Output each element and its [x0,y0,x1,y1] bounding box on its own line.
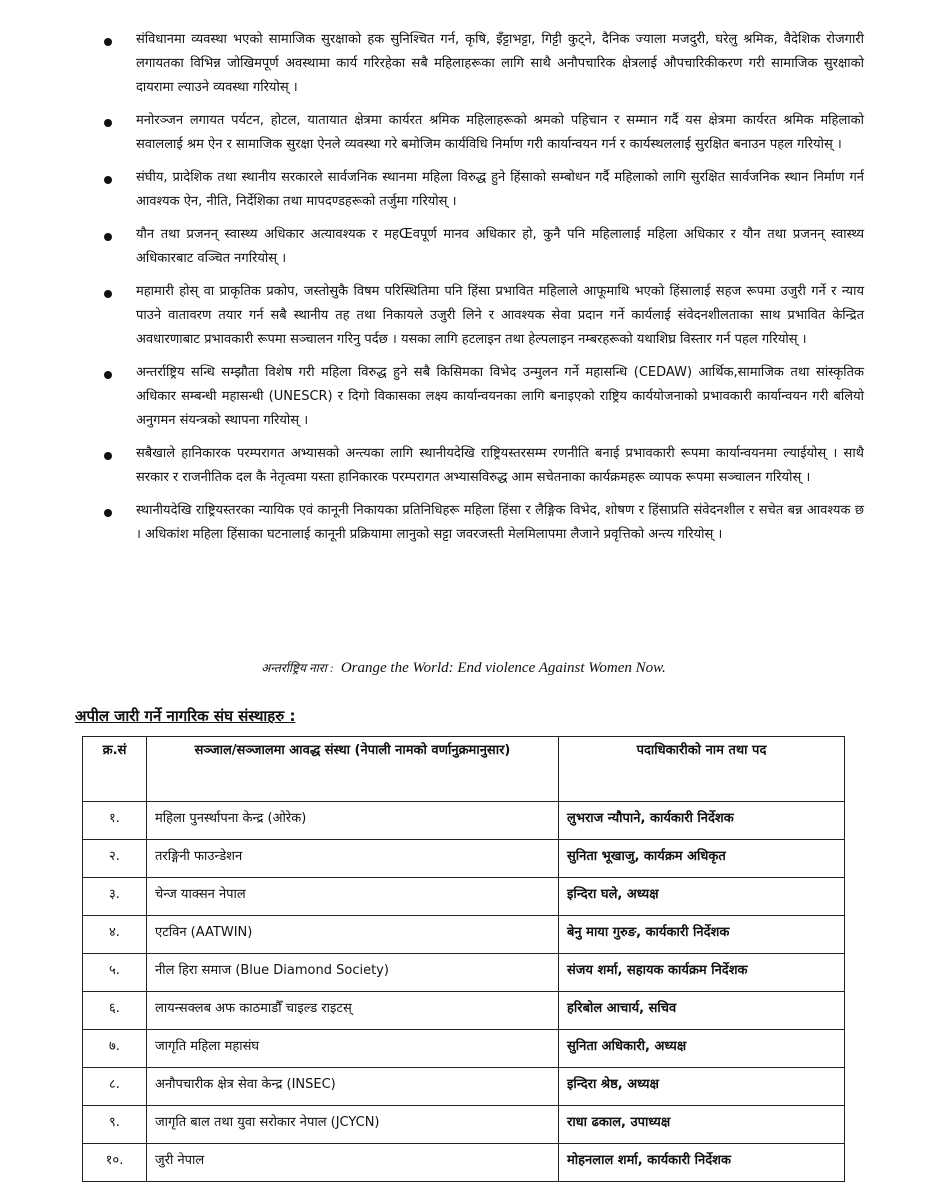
serial-cell: ४. [83,916,147,954]
serial-cell: ८. [83,1068,147,1106]
table-row [83,1144,845,1182]
demand-text: सबैखाले हानिकारक परम्परागत अभ्यासको अन्त्यका लागि स्थानीयदेखि राष्ट्रियस्तरसम्म रणनीति बनाई प्रभावकारी रूपमा कार्यान्वयनमा ल्याईयोस् । साथै सरकार र राजनीतिक दल कै नेतृत्वमा यस्ता हानिकारक परम्परागत अभ्यासविरुद्ध आम सचेतनाका कार्यक्रमहरू व्यापक रूपमा सञ्चालन गरियोस् । [136,446,864,485]
bullet-dot-icon [104,176,112,184]
table-row [83,802,845,840]
organization-cell: अनौपचारीक क्षेत्र सेवा केन्द्र (INSEC) [147,1068,559,1106]
bullet-dot-icon [104,233,112,241]
officer-cell: हरिबोल आचार्य, सचिव [559,992,845,1030]
demand-text: स्थानीयदेखि राष्ट्रियस्तरका न्यायिक एवं कानूनी निकायका प्रतिनिधिहरू महिला हिंसा र लैङ्गिक विभेद, शोषण र हिंसाप्रति संवेदनशील र सचेत बन्न आवश्यक छ । अधिकांश महिला हिंसाका घटनालाई कानूनी प्रक्रियामा लानुको सट्टा जवरजस्ती मेलमिलापमा लैजाने प्रवृत्तिको अन्त्य गरियोस् । [136,503,864,542]
table-row [83,878,845,916]
officer-cell: मोहनलाल शर्मा, कार्यकारी निर्देशक [559,1144,845,1182]
table-header-row [83,737,845,802]
demands-list [96,28,864,556]
officer-cell: संजय शर्मा, सहायक कार्यक्रम निर्देशक [559,954,845,992]
demand-item [96,499,864,547]
organization-cell: तरङ्गिनी फाउन्डेशन [147,840,559,878]
serial-cell: ७. [83,1030,147,1068]
organization-cell: महिला पुनर्स्थापना केन्द्र (ओरेक) [147,802,559,840]
demand-item [96,28,864,100]
demand-text: महामारी होस् वा प्राकृतिक प्रकोप, जस्तोसुकै विषम परिस्थितिमा पनि हिंसा प्रभावित महिलाले आफूमाथि भएको हिंसालाई सहज रूपमा उजुरी गर्ने र न्याय पाउने वातावरण तयार गर्न सबै स्थानीय तह तथा निकायले उजुरी लिने र आवश्यक सेवा प्रदान गर्ने कार्यलाई संवेदनशीलताका साथ प्रभावित केन्द्रित अवधारणाबाट प्रभावकारी रूपमा सञ्चालन गरिनु पर्दछ । यसका लागि हटलाइन तथा हेल्पलाइन नम्बरहरूको यथाशिघ्र विस्तार गर्न पहल गरियोस् । [136,284,864,347]
officer-cell: राधा ढकाल, उपाध्यक्ष [559,1106,845,1144]
officer-cell: इन्दिरा श्रेष्ठ, अध्यक्ष [559,1068,845,1106]
organization-cell: जागृति महिला महासंघ [147,1030,559,1068]
organization-cell: जुरी नेपाल [147,1144,559,1182]
section-heading: अपील जारी गर्ने नागरिक संघ संस्थाहरु : [75,707,296,725]
bullet-dot-icon [104,452,112,460]
serial-cell: १०. [83,1144,147,1182]
organization-cell: चेन्ज याक्सन नेपाल [147,878,559,916]
serial-cell: ९. [83,1106,147,1144]
slogan [0,657,927,677]
demand-text: अन्तर्राष्ट्रिय सन्धि सम्झौता विशेष गरी महिला विरुद्ध हुने सबै किसिमका विभेद उन्मुलन गर्ने महासन्धि (CEDAW) आर्थिक,सामाजिक तथा सांस्कृतिक अधिकार सम्बन्धी महासन्धी (UNESCR) र दिगो विकासका लक्ष्य कार्यान्वयनका लागि बनाइएको राष्ट्रिय कार्ययोजनाको प्रभावकारी कार्यान्वयन गरी बलियो अनुगमन संयन्त्रको स्थापना गरियोस् । [136,365,864,428]
table-row [83,992,845,1030]
table-row [83,916,845,954]
officer-cell: इन्दिरा घले, अध्यक्ष [559,878,845,916]
slogan-text: Orange the World: End violence Against Women Now. [340,660,666,676]
demand-text: मनोरञ्जन लगायत पर्यटन, होटल, यातायात क्षेत्रमा कार्यरत श्रमिक महिलाहरूको श्रमको पहिचान र सम्मान गर्दै यस क्षेत्रमा कार्यरत श्रमिक महिलाको सवाललाई श्रम ऐन र सामाजिक सुरक्षा ऐनले व्यवस्था गरे बमोजिम कार्यविधि निर्माण गरी कार्यान्वयन गर्न र कार्यस्थललाई सुरक्षित बनाउन पहल गरियोस् । [136,113,864,152]
demand-text: संविधानमा व्यवस्था भएको सामाजिक सुरक्षाको हक सुनिश्चित गर्न, कृषि, इँट्टाभट्टा, गिट्टी कुट्ने, दैनिक ज्याला मजदुरी, घरेलु श्रमिक, वैदेशिक रोजगारी लगायतका विभिन्न जोखिमपूर्ण अवस्थामा कार्य गरिरहेका सबै महिलाहरूका लागि साथै अनौपचारिक क्षेत्रलाई औपचारिकीकरण गरी सामाजिक सुरक्षाको दायरामा ल्याउने व्यवस्था गरियोस् । [136,32,864,95]
column-header-officer: पदाधिकारीको नाम तथा पद [559,737,845,802]
table-row [83,1068,845,1106]
organization-cell: एटविन (AATWIN) [147,916,559,954]
bullet-dot-icon [104,38,112,46]
table-row [83,954,845,992]
demand-item [96,166,864,214]
demand-item [96,109,864,157]
officer-cell: लुभराज न्यौपाने, कार्यकारी निर्देशक [559,802,845,840]
demand-item [96,442,864,490]
table-row [83,1030,845,1068]
column-header-serial: क्र.सं [83,737,147,802]
demand-text: यौन तथा प्रजनन् स्वास्थ्य अधिकार अत्यावश्यक र महŒवपूर्ण मानव अधिकार हो, कुनै पनि महिलालाई महिला अधिकार र यौन तथा प्रजनन् स्वास्थ्य अधिकारबाट वञ्चित नगरियोस् । [136,227,864,266]
slogan-label: अन्तर्राष्ट्रिय नारा : [261,661,334,675]
organization-cell: लायन्सक्लब अफ काठमाडौँ चाइल्ड राइटस् [147,992,559,1030]
demand-text: संघीय, प्रादेशिक तथा स्थानीय सरकारले सार्वजनिक स्थानमा महिला विरुद्ध हुने हिंसाको सम्बोधन गर्दै महिलाको लागि सुरक्षित सार्वजनिक स्थान निर्माण गर्न आवश्यक ऐन, नीति, निर्देशिका तथा मापदण्डहरूको तर्जुमा गरियोस् । [136,170,864,209]
table-row [83,840,845,878]
serial-cell: २. [83,840,147,878]
serial-cell: ३. [83,878,147,916]
serial-cell: ५. [83,954,147,992]
bullet-dot-icon [104,290,112,298]
column-header-organization: सञ्जाल/सञ्जालमा आवद्ध संस्था (नेपाली नामको वर्णानुक्रमानुसार) [147,737,559,802]
demand-item [96,280,864,352]
bullet-dot-icon [104,119,112,127]
officer-cell: सुनिता अधिकारी, अध्यक्ष [559,1030,845,1068]
organizations-table [82,736,845,1182]
organization-cell: जागृति बाल तथा युवा सरोकार नेपाल (JCYCN) [147,1106,559,1144]
officer-cell: सुनिता भूखाजु, कार्यक्रम अधिकृत [559,840,845,878]
bullet-dot-icon [104,371,112,379]
serial-cell: ६. [83,992,147,1030]
officer-cell: बेनु माया गुरुङ, कार्यकारी निर्देशक [559,916,845,954]
serial-cell: १. [83,802,147,840]
organization-cell: नील हिरा समाज (Blue Diamond Society) [147,954,559,992]
demand-item [96,361,864,433]
table-row [83,1106,845,1144]
demand-item [96,223,864,271]
bullet-dot-icon [104,509,112,517]
